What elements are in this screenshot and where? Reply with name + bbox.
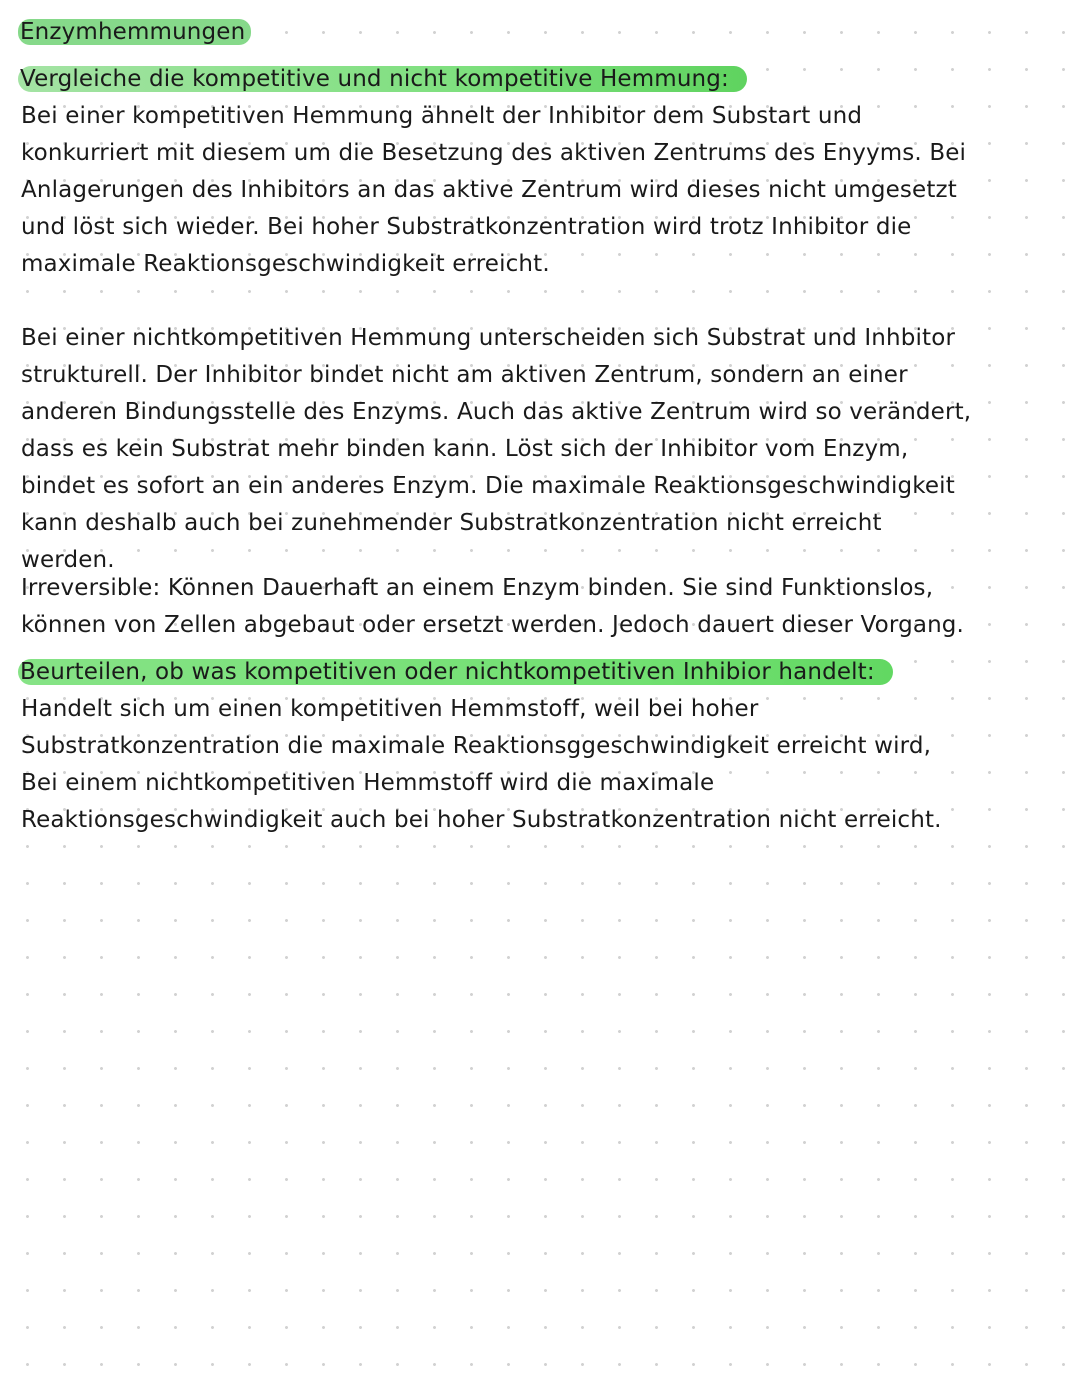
- text-line: maximale Reaktionsgeschwindigkeit erreicht.: [21, 251, 550, 277]
- text-line: dass es kein Substrat mehr binden kann. Löst sich der Inhibitor vom Enzym,: [21, 436, 909, 462]
- spacer: [21, 283, 1041, 320]
- text-line: anderen Bindungsstelle des Enzyms. Auch das aktive Zentrum wird so verändert,: [21, 399, 972, 425]
- text-line: Irreversible: Können Dauerhaft an einem Enzym binden. Sie sind Funktionslos,: [21, 575, 934, 601]
- text-line: bindet es sofort an ein anderes Enzym. Die maximale Reaktionsgeschwindigkeit: [21, 473, 955, 499]
- spacer: [21, 51, 1041, 61]
- paragraph-assessment: [21, 691, 1041, 839]
- page-title: Enzymhemmungen: [18, 19, 251, 45]
- text-line: können von Zellen abgebaut oder ersetzt werden. Jedoch dauert dieser Vorgang.: [21, 612, 965, 638]
- text-line: werden.: [21, 547, 115, 573]
- section1-heading-line: [21, 61, 1041, 98]
- paragraph-irreversible: [21, 570, 1041, 644]
- text-line: und löst sich wieder. Bei hoher Substratkonzentration wird trotz Inhibitor die: [21, 214, 912, 240]
- text-line: Handelt sich um einen kompetitiven Hemmstoff, weil bei hoher: [21, 696, 759, 722]
- note-page: [21, 14, 1041, 839]
- title-line: [21, 14, 1041, 51]
- text-line: Bei einem nichtkompetitiven Hemmstoff wird die maximale: [21, 770, 715, 796]
- paragraph-competitive: [21, 98, 1041, 283]
- section1-heading: Vergleiche die kompetitive und nicht kompetitive Hemmung:: [18, 66, 747, 92]
- text-line: Bei einer nichtkompetitiven Hemmung unterscheiden sich Substrat und Inhbitor: [21, 325, 956, 351]
- text-line: Reaktionsgeschwindigkeit auch bei hoher Substratkonzentration nicht erreicht.: [21, 807, 942, 833]
- text-line: Bei einer kompetitiven Hemmung ähnelt der Inhibitor dem Substart und: [21, 103, 863, 129]
- text-line: Substratkonzentration die maximale Reaktionsggeschwindigkeit erreicht wird,: [21, 733, 932, 759]
- section2-heading: Beurteilen, ob was kompetitiven oder nichtkompetitiven Inhibior handelt:: [18, 659, 893, 685]
- text-line: strukturell. Der Inhibitor bindet nicht am aktiven Zentrum, sondern an einer: [21, 362, 908, 388]
- text-line: kann deshalb auch bei zunehmender Substratkonzentration nicht erreicht: [21, 510, 882, 536]
- section2-heading-line: [21, 654, 1041, 691]
- paragraph-noncompetitive: [21, 320, 1041, 579]
- text-line: Anlagerungen des Inhibitors an das aktive Zentrum wird dieses nicht umgesetzt: [21, 177, 957, 203]
- text-line: konkurriert mit diesem um die Besetzung des aktiven Zentrums des Enyyms. Bei: [21, 140, 967, 166]
- spacer: [21, 644, 1041, 654]
